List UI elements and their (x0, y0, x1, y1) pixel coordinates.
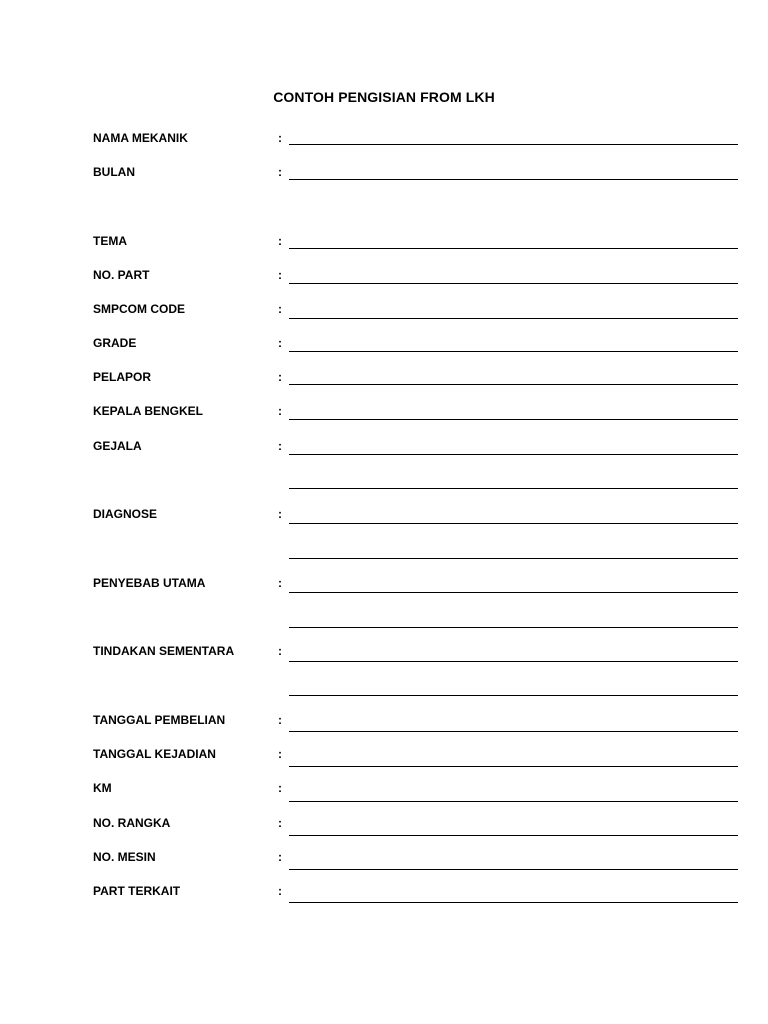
field-row-nama-mekanik (0, 130, 768, 150)
field-row-bulan (0, 164, 768, 184)
field-label: BULAN (93, 165, 135, 179)
field-separator: : (278, 781, 282, 795)
field-label: NAMA MEKANIK (93, 131, 188, 145)
fill-in-line-continuation[interactable] (289, 558, 738, 559)
field-separator: : (278, 713, 282, 727)
fill-in-line[interactable] (289, 902, 738, 903)
field-row-no-rangka (0, 815, 768, 835)
fill-in-line[interactable] (289, 248, 738, 249)
field-row-kepala-bengkel (0, 403, 768, 423)
field-label: KM (93, 781, 112, 795)
form-title: CONTOH PENGISIAN FROM LKH (273, 89, 495, 105)
field-label: TANGGAL KEJADIAN (93, 747, 216, 761)
fill-in-line[interactable] (289, 351, 738, 352)
field-separator: : (278, 302, 282, 316)
fill-in-line[interactable] (289, 523, 738, 524)
field-separator: : (278, 165, 282, 179)
field-label: NO. PART (93, 268, 150, 282)
field-row-grade (0, 335, 768, 355)
field-label: PELAPOR (93, 370, 152, 384)
fill-in-line-continuation[interactable] (289, 695, 738, 696)
field-label: NO. RANGKA (93, 816, 171, 830)
field-row-no-mesin (0, 849, 768, 869)
fill-in-line[interactable] (289, 384, 738, 385)
fill-in-line[interactable] (289, 454, 738, 455)
field-row-km (0, 780, 768, 800)
field-separator: : (278, 850, 282, 864)
fill-in-line[interactable] (289, 766, 738, 767)
field-row-smpcom-code (0, 301, 768, 321)
fill-in-line[interactable] (289, 801, 738, 802)
field-row-tanggal-pembelian (0, 712, 768, 732)
fill-in-line[interactable] (289, 318, 738, 319)
fill-in-line[interactable] (289, 835, 738, 836)
field-separator: : (278, 404, 282, 418)
field-separator: : (278, 268, 282, 282)
field-separator: : (278, 507, 282, 521)
field-separator: : (278, 439, 282, 453)
field-label: PART TERKAIT (93, 884, 181, 898)
field-separator: : (278, 644, 282, 658)
field-label: KEPALA BENGKEL (93, 404, 204, 418)
field-separator: : (278, 884, 282, 898)
field-label: GRADE (93, 336, 137, 350)
fill-in-line[interactable] (289, 179, 738, 180)
field-row-tindakan-sementara (0, 643, 768, 663)
field-label: GEJALA (93, 439, 142, 453)
field-label: TINDAKAN SEMENTARA (93, 644, 235, 658)
fill-in-line-continuation[interactable] (289, 627, 738, 628)
field-separator: : (278, 576, 282, 590)
field-separator: : (278, 336, 282, 350)
field-label: PENYEBAB UTAMA (93, 576, 206, 590)
field-row-part-terkait (0, 883, 768, 903)
fill-in-line-continuation[interactable] (289, 488, 738, 489)
field-label: NO. MESIN (93, 850, 156, 864)
field-label: SMPCOM CODE (93, 302, 186, 316)
field-separator: : (278, 131, 282, 145)
fill-in-line[interactable] (289, 731, 738, 732)
field-row-gejala (0, 438, 768, 458)
fill-in-line[interactable] (289, 661, 738, 662)
field-separator: : (278, 747, 282, 761)
field-row-penyebab-utama (0, 575, 768, 595)
field-row-diagnose (0, 506, 768, 526)
fill-in-line[interactable] (289, 283, 738, 284)
field-row-pelapor (0, 369, 768, 389)
field-row-no-part (0, 267, 768, 287)
field-separator: : (278, 234, 282, 248)
field-separator: : (278, 816, 282, 830)
field-label: TEMA (93, 234, 127, 248)
fill-in-line[interactable] (289, 419, 738, 420)
field-label: TANGGAL PEMBELIAN (93, 713, 226, 727)
field-row-tema (0, 233, 768, 253)
field-label: DIAGNOSE (93, 507, 158, 521)
fill-in-line[interactable] (289, 869, 738, 870)
fill-in-line[interactable] (289, 144, 738, 145)
field-row-tanggal-kejadian (0, 746, 768, 766)
field-separator: : (278, 370, 282, 384)
fill-in-line[interactable] (289, 592, 738, 593)
